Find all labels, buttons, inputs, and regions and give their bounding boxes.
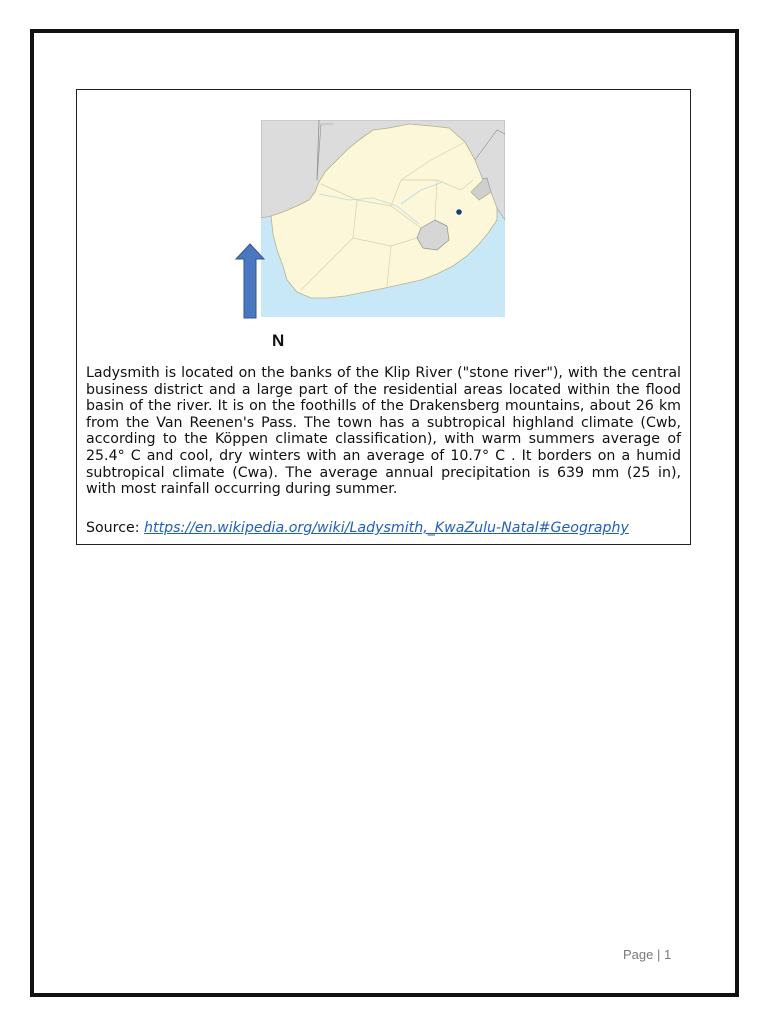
ladysmith-marker bbox=[456, 209, 462, 215]
north-label: N bbox=[272, 331, 285, 350]
south-africa-map bbox=[261, 120, 505, 317]
body-paragraph: Ladysmith is located on the banks of the Klip River ("stone river"), with the central business district and a large part of the residential areas located within the flood basin of the river. It is on the foothills of the Drakensberg mountains, about 26 km from the Van Reenen's Pass. The town has a subtropical highland climate (Cwb, according to the Köppen climate classification), with warm summers average of 25.4° C and cool, dry winters with an average of 10.7° C . It borders on a humid subtropical climate (Cwa). The average annual precipitation is 639 mm (25 in), with most rainfall occurring during summer. bbox=[86, 365, 681, 498]
page-number: Page | 1 bbox=[623, 947, 672, 962]
source-line bbox=[86, 520, 681, 536]
source-link[interactable]: https://en.wikipedia.org/wiki/Ladysmith,_KwaZulu-Natal#Geography bbox=[144, 520, 629, 536]
north-arrow-icon bbox=[235, 243, 265, 319]
source-label: Source: bbox=[86, 520, 145, 536]
